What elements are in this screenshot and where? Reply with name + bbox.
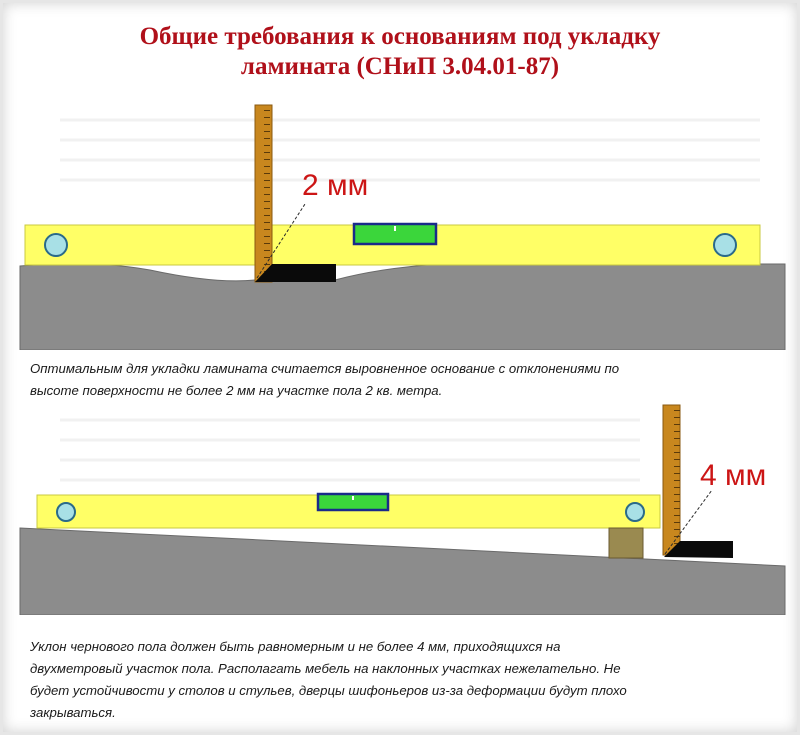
diagram-uneven-base xyxy=(0,100,800,350)
diagram-sloped-base xyxy=(0,400,800,615)
caption-line: Оптимальным для укладки ламината считается выровненное основание с отклонениями по xyxy=(30,361,620,376)
title-line-2: ламината (СНиП 3.04.01-87) xyxy=(240,53,560,80)
caption-uneven-base xyxy=(30,358,790,402)
caption-line: будет устойчивости у столов и стульев, дверцы шифоньеров из-за деформации будут плохо xyxy=(30,683,627,698)
caption-line: закрываться. xyxy=(30,705,116,720)
floor-surface xyxy=(20,264,785,350)
background-sketch xyxy=(60,420,640,480)
measurement-label: 2 мм xyxy=(302,169,369,202)
ruler-ticks xyxy=(670,408,680,553)
ruler-ticks xyxy=(262,108,272,280)
caption-line: высоте поверхности не более 2 мм на участке пола 2 кв. метра. xyxy=(30,383,443,398)
level-end-circle-left xyxy=(57,503,75,521)
title-line-1: Общие требования к основаниям под укладку xyxy=(139,23,661,50)
background-sketch xyxy=(60,120,760,180)
caption-line: двухметровый участок пола. Располагать мебель на наклонных участках нежелательно. Не xyxy=(30,661,621,676)
caption-line: Уклон чернового пола должен быть равномерным и не более 4 мм, приходящихся на xyxy=(30,639,561,654)
support-block xyxy=(609,528,643,558)
level-end-circle-left xyxy=(45,234,67,256)
measurement-label: 4 мм xyxy=(700,459,767,492)
page-title xyxy=(0,22,800,82)
level-end-circle-right xyxy=(714,234,736,256)
caption-sloped-base xyxy=(30,636,790,724)
level-end-circle-right xyxy=(626,503,644,521)
